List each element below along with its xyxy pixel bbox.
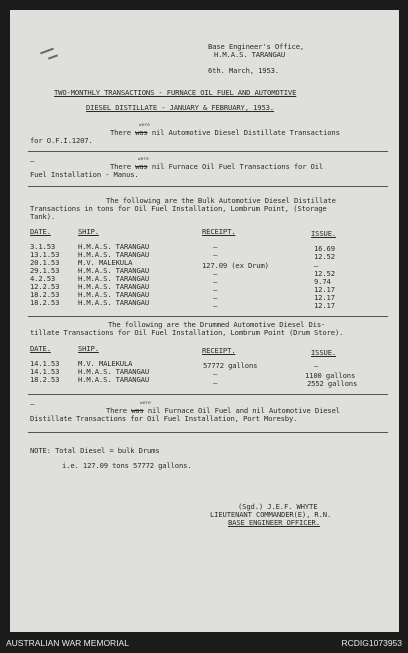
section2-line2: Fuel Installation - Manus. — [30, 170, 139, 179]
col-receipt: RECEIPT. — [202, 346, 236, 355]
col-ship: SHIP. — [78, 227, 99, 236]
row-date: 14.1.53 — [30, 359, 60, 368]
row-ship: M.V. MALEKULA — [78, 258, 133, 267]
row-issue: 1100 gallons — [305, 371, 356, 380]
document-page — [10, 10, 399, 632]
row-receipt: — — [213, 301, 218, 310]
row-receipt: 127.09 (ex Drum) — [202, 261, 269, 270]
divider — [28, 316, 388, 317]
row-issue: — — [314, 261, 319, 270]
office-line: Base Engineer's Office, — [208, 42, 305, 51]
note-line2: i.e. 127.09 tons 57772 gallons. — [62, 461, 192, 470]
archive-name: AUSTRALIAN WAR MEMORIAL — [6, 638, 129, 648]
row-ship: H.M.A.S. TARANGAU — [78, 375, 150, 384]
signature-rank: LIEUTENANT COMMANDER(E), R.N. — [210, 510, 332, 519]
section4-line1: There was nil Furnace Oil Fuel and nil Automotive Diesel — [106, 406, 340, 415]
divider — [28, 432, 388, 433]
note-line1: NOTE: Total Diesel = bulk Drums — [30, 446, 160, 455]
ink-mark — [48, 54, 58, 59]
title-line-2: DIESEL DISTILLATE - JANUARY & FEBRUARY, 1953. — [86, 103, 274, 112]
col-issue: ISSUE. — [311, 229, 337, 238]
row-ship: M.V. MALEKULA — [78, 359, 133, 368]
divider — [28, 186, 388, 187]
row-date: 14.1.53 — [30, 367, 60, 376]
row-issue: 12.17 — [314, 285, 335, 294]
row-issue: 2552 gallons — [307, 379, 358, 388]
bulk-intro-1: The following are the Bulk Automotive Diesel Distillate — [106, 196, 336, 205]
row-receipt: — — [213, 293, 218, 302]
row-receipt: — — [213, 378, 218, 387]
row-ship: H.M.A.S. TARANGAU — [78, 266, 150, 275]
row-issue: 9.74 — [314, 277, 331, 286]
date-line: 6th. March, 1953. — [208, 66, 280, 75]
section2-line1: There was nil Furnace Oil Fuel Transactions for Oil — [110, 162, 324, 171]
row-issue: — — [314, 361, 319, 370]
divider — [28, 394, 388, 395]
row-date: 3.1.53 — [30, 242, 56, 251]
row-receipt: — — [213, 285, 218, 294]
section4-line2: Distillate Transactions for Oil Fuel Installation, Port Moresby. — [30, 414, 298, 423]
bulk-intro-3: Tank). — [30, 212, 56, 221]
row-date: 29.1.53 — [30, 266, 60, 275]
row-receipt: — — [213, 277, 218, 286]
signature-name: (Sgd.) J.E.F. WHYTE — [238, 502, 318, 511]
bulk-intro-2: Transactions in tons for Oil Fuel Installation, Lombrum Point, (Storage — [30, 204, 327, 213]
divider — [28, 151, 388, 152]
dash-mark: — — [30, 399, 35, 408]
dash-mark: — — [30, 156, 35, 165]
row-issue: 12.17 — [314, 301, 335, 310]
drum-intro-2: tillate Transactions for Oil Fuel Installation, Lombrum Point (Drum Store). — [30, 328, 344, 337]
row-receipt: — — [213, 369, 218, 378]
row-date: 12.2.53 — [30, 282, 60, 291]
handwritten-insert: were — [138, 157, 149, 162]
row-ship: H.M.A.S. TARANGAU — [78, 274, 150, 283]
row-date: 4.2.53 — [30, 274, 56, 283]
row-ship: H.M.A.S. TARANGAU — [78, 282, 150, 291]
section1-line2: for O.F.I.1207. — [30, 136, 93, 145]
row-receipt: — — [213, 250, 218, 259]
row-date: 20.1.53 — [30, 258, 60, 267]
row-ship: H.M.A.S. TARANGAU — [78, 367, 150, 376]
row-date: 18.2.53 — [30, 290, 60, 299]
row-issue: 12.17 — [314, 293, 335, 302]
row-receipt: — — [213, 269, 218, 278]
title-line-1: TWO-MONTHLY TRANSACTIONS - FURNACE OIL FUEL AND AUTOMOTIVE — [54, 88, 297, 97]
col-receipt: RECEIPT. — [202, 227, 236, 236]
archive-footer — [0, 634, 408, 653]
row-ship: H.M.A.S. TARANGAU — [78, 250, 150, 259]
drum-intro-1: The following are the Drummed Automotive Diesel Dis- — [108, 320, 326, 329]
row-ship: H.M.A.S. TARANGAU — [78, 298, 150, 307]
row-ship: H.M.A.S. TARANGAU — [78, 242, 150, 251]
row-receipt: — — [213, 242, 218, 251]
col-date: DATE. — [30, 344, 51, 353]
col-issue: ISSUE. — [311, 348, 337, 357]
ink-mark — [40, 48, 54, 55]
row-receipt: 57772 gallons — [203, 361, 258, 370]
handwritten-insert: were — [140, 401, 151, 406]
ship-line: H.M.A.S. TARANGAU — [214, 50, 286, 59]
row-date: 18.2.53 — [30, 298, 60, 307]
row-issue: 12.52 — [314, 269, 335, 278]
col-ship: SHIP. — [78, 344, 99, 353]
row-issue: 16.69 — [314, 244, 335, 253]
row-issue: 12.52 — [314, 252, 335, 261]
signature-title: BASE ENGINEER OFFICER. — [228, 518, 320, 527]
row-date: 18.2.53 — [30, 375, 60, 384]
row-ship: H.M.A.S. TARANGAU — [78, 290, 150, 299]
row-date: 13.1.53 — [30, 250, 60, 259]
archive-id: RCDIG1073953 — [341, 638, 402, 648]
section1-line1: There was nil Automotive Diesel Distillate Transactions — [110, 128, 340, 137]
col-date: DATE. — [30, 227, 51, 236]
handwritten-insert: were — [139, 123, 150, 128]
